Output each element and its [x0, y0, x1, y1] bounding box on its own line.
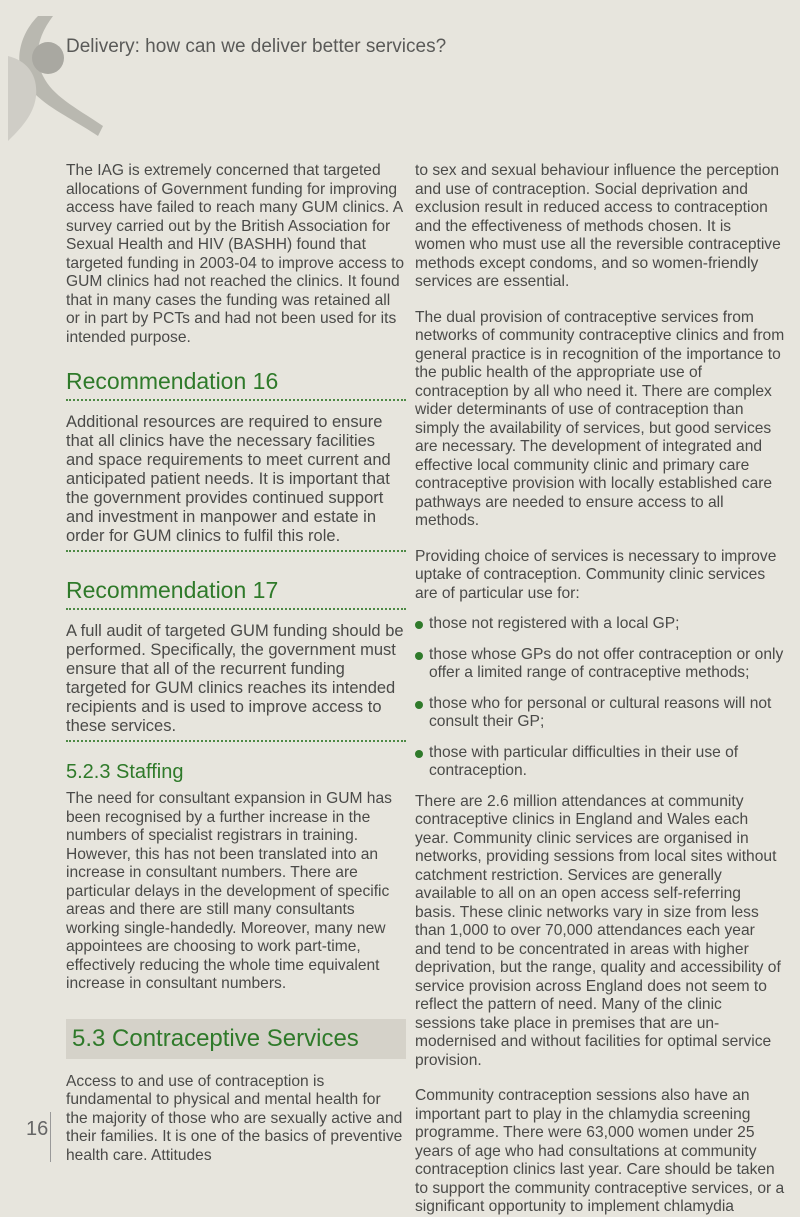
section-heading-bar	[66, 1019, 406, 1059]
recommendation-16-text: Additional resources are required to ensure that all clinics have the necessary facilities and space requirements to meet current and anticipated patient needs. It is important that the government provides continued support and investment in manpower and estate in order for GUM clinics to fulfil this role.	[66, 413, 391, 545]
dotted-divider	[66, 550, 406, 556]
right-paragraph-2: The dual provision of contraceptive services from networks of community contraceptive clinics and from general practice is in recognition of the importance to the public health of the appropriate use of contraception by all who need it. There are complex wider determinants of use of contraception than simply the availability of services, but good services are necessary. The development of integrated and effective local community clinic and primary care contraceptive provision with locally established care pathways are needed to ensure access to all methods.	[415, 308, 785, 529]
recommendation-17-text: A full audit of targeted GUM funding should be performed. Specifically, the government must ensure that all of the recurrent funding targeted for GUM clinics reaches its intended recipients and is used to improve access to these services.	[66, 622, 404, 735]
bullet-list	[415, 615, 785, 781]
right-paragraph-3: Providing choice of services is necessary to improve uptake of contraception. Community clinic services are of particular use for:	[415, 547, 777, 602]
bullet-icon	[415, 750, 423, 758]
intro-paragraph: The IAG is extremely concerned that targeted allocations of Government funding for improving access have failed to reach many GUM clinics. A survey carried out by the British Association for Sexual Health and HIV (BASHH) found that targeted funding in 2003-04 to improve access to GUM clinics had not reached the clinics. It found that in many cases the funding was retained all or in part by PCTs and had not been used for its intended purpose.	[66, 162, 405, 346]
staffing-heading: 5.2.3 Staffing	[66, 761, 184, 783]
bullet-icon	[415, 652, 423, 660]
list-item: those who for personal or cultural reasons will not consult their GP;	[415, 695, 785, 732]
contraception-intro-paragraph: Access to and use of contraception is fundamental to physical and mental health for the majority of those who are sexually active and their families. It is one of the basics of preventive health care. Attitudes	[66, 1072, 403, 1164]
dotted-divider	[66, 399, 406, 405]
right-paragraph-5: Community contraception sessions also have an important part to play in the chlamydia screening programme. There were 63,000 women under 25 years of age who had consultations at community contraception clinics last year. Care should be taken to support the community contraceptive services, or a significant opportunity to implement chlamydia	[415, 1087, 785, 1215]
dotted-divider	[66, 740, 406, 746]
left-column	[66, 162, 406, 1165]
bullet-icon	[415, 701, 423, 709]
recommendation-16-title: Recommendation 16	[66, 368, 279, 394]
page-number: 16	[26, 1118, 49, 1140]
dotted-divider	[66, 608, 406, 614]
recommendation-17	[66, 576, 406, 746]
running-header: Delivery: how can we deliver better services?	[66, 36, 447, 57]
page-number-rule	[50, 1112, 51, 1162]
right-paragraph-4: There are 2.6 million attendances at community contraceptive clinics in England and Wales each year. Community clinic services are organised in networks, providing sessions from local sites without catchment restriction. Services are generally available to all on an open access self-referring basis. These clinic networks vary in size from less than 1,000 to over 70,000 attendances each year and tend to be concentrated in areas with higher deprivation, but the range, quality and accessibility of service provision across England does not seem to reflect the pattern of need. Many of the clinic sessions take place in premises that are un-modernised and without facilities for optimal service provision.	[415, 792, 781, 1069]
bullet-icon	[415, 621, 423, 629]
recommendation-17-title: Recommendation 17	[66, 577, 279, 603]
recommendation-16	[66, 367, 406, 556]
section-5-3-title: 5.3 Contraceptive Services	[72, 1024, 359, 1052]
right-paragraph-1: to sex and sexual behaviour influence the perception and use of contraception. Social deprivation and exclusion result in reduced access to contraception and the effectiveness of methods chosen. It is women who must use all the reversible contraceptive methods except condoms, and so women-friendly services are essential.	[415, 162, 781, 290]
list-item: those not registered with a local GP;	[415, 615, 785, 634]
list-item: those with particular difficulties in their use of contraception.	[415, 744, 785, 781]
staffing-paragraph: The need for consultant expansion in GUM has been recognised by a further increase in the numbers of specialist registrars in training. However, this has not been translated into an increase in consultant numbers. There are particular delays in the development of specific areas and there are still many consultants working single-handedly. Moreover, many new appointees are choosing to work part-time, effectively reducing the whole time equivalent increase in consultant numbers.	[66, 790, 392, 992]
list-item: those whose GPs do not offer contraception or only offer a limited range of contraceptive methods;	[415, 646, 785, 683]
right-column	[415, 162, 785, 1217]
